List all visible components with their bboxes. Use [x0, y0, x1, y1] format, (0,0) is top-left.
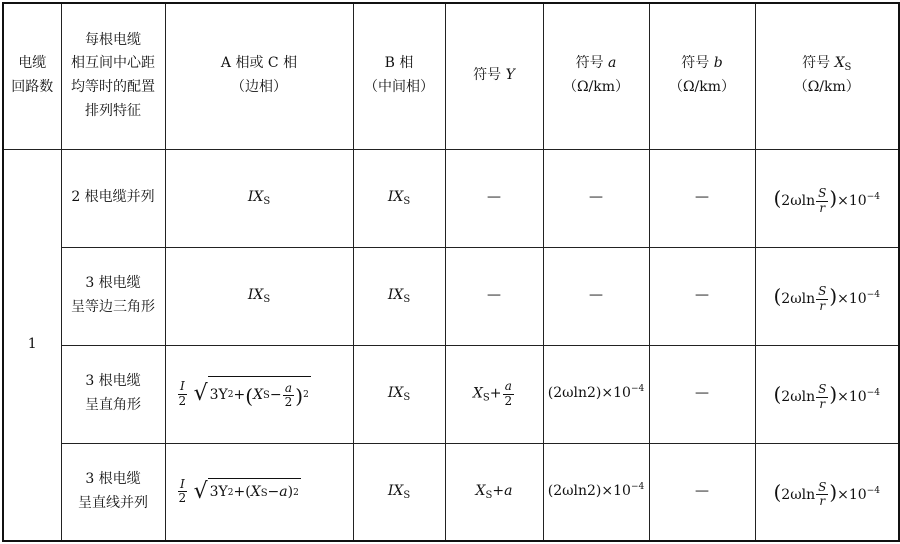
arrangement-cell: 2 根电缆并列	[61, 149, 165, 247]
arrangement-cell: 3 根电缆 呈等边三角形	[61, 247, 165, 345]
symbol-a-cell: —	[543, 149, 649, 247]
phase-ac-sub: S	[263, 294, 271, 305]
header-phase-ac: A 相或 C 相 （边相）	[165, 3, 353, 149]
y-xs-var: X	[472, 386, 483, 402]
header-symbol-a	[543, 3, 649, 149]
symbol-y-cell: —	[445, 149, 543, 247]
y-plus: +	[489, 386, 502, 402]
s-over-r-fraction	[816, 383, 828, 410]
frac-numerator: S	[818, 382, 827, 397]
xs-sub: S	[263, 390, 270, 401]
header-symbol-xs-sub: S	[844, 62, 852, 74]
header-symbol-y-label: 符号	[473, 67, 506, 84]
symbol-b-cell: —	[649, 345, 755, 443]
phase-b-sub: S	[403, 294, 411, 305]
phase-b-value: IX	[387, 287, 404, 303]
radicand	[208, 376, 311, 413]
phase-ac-value: IX	[247, 287, 264, 303]
frac-denominator: r	[819, 396, 826, 411]
paren-close: )	[829, 186, 838, 210]
arrangement-cell: 3 根电缆 呈直角形	[61, 345, 165, 443]
header-symbol-xs-unit: （Ω/km）	[793, 79, 860, 96]
symbol-y-cell	[445, 345, 543, 443]
three-y: 3Y	[209, 386, 228, 403]
phase-b-cell	[353, 247, 445, 345]
symbol-a-cell: —	[543, 247, 649, 345]
a-over-2-fraction	[502, 380, 514, 407]
frac-denominator: r	[819, 298, 826, 313]
phase-b-value: IX	[387, 482, 404, 499]
paren-close: )	[295, 383, 304, 408]
radical-sign: √	[193, 381, 208, 406]
symbol-b-cell: —	[649, 443, 755, 541]
header-symbol-xs-var: X	[834, 55, 845, 72]
arrangement-cell: 3 根电缆 呈直线并列	[61, 443, 165, 541]
header-symbol-xs-label: 符号	[802, 55, 835, 72]
xs-prefix: 2ωln	[781, 389, 816, 405]
s-over-r-fraction	[816, 187, 828, 214]
radical-sign: √	[193, 478, 208, 504]
header-symbol-b	[649, 3, 755, 149]
plus-sign: +	[233, 386, 246, 403]
exponent: −4	[866, 192, 880, 202]
paren-close: )	[829, 382, 838, 406]
header-symbol-a-var: a	[608, 55, 617, 72]
xs-prefix: 2ωln	[781, 291, 816, 307]
frac-denominator: r	[819, 200, 826, 215]
exponent: −4	[866, 388, 880, 398]
y-xs-sub: S	[485, 489, 493, 501]
frac-numerator: a	[284, 380, 293, 395]
phase-b-sub: S	[403, 489, 411, 501]
header-symbol-a-unit: （Ω/km）	[562, 79, 630, 96]
symbol-a-value: (2ωln2)×10	[547, 385, 631, 402]
i-over-2-fraction	[177, 478, 189, 505]
phase-ac-value: IX	[247, 189, 264, 205]
header-symbol-y	[445, 3, 543, 149]
phase-ac-cell	[165, 247, 353, 345]
three-y: 3Y	[209, 484, 228, 501]
frac-denominator: 2	[284, 395, 293, 409]
frac-numerator: I	[179, 379, 185, 394]
minus-sign: −	[267, 484, 280, 501]
table-row	[3, 443, 899, 541]
paren-open: (	[773, 284, 782, 308]
symbol-b-cell: —	[649, 247, 755, 345]
symbol-xs-cell	[755, 443, 899, 541]
header-symbol-b-var: b	[713, 55, 723, 72]
y-xs-sub: S	[482, 393, 490, 404]
s-over-r-fraction	[816, 481, 828, 508]
frac-numerator: S	[818, 186, 827, 201]
a-var: a	[279, 484, 288, 501]
header-symbol-xs	[755, 3, 899, 149]
paren-open: (	[245, 484, 251, 501]
phase-ac-formula-cell	[165, 443, 353, 541]
xs-prefix: 2ωln	[781, 193, 816, 209]
phase-b-cell	[353, 443, 445, 541]
paren-close: )	[829, 479, 838, 504]
times-ten: ×10	[837, 389, 867, 405]
header-phase-b: B 相 （中间相）	[353, 3, 445, 149]
symbol-xs-cell	[755, 345, 899, 443]
frac-numerator: a	[504, 379, 512, 394]
symbol-b-cell: —	[649, 149, 755, 247]
paren-close: )	[829, 284, 838, 308]
phase-b-cell	[353, 345, 445, 443]
radicand	[208, 478, 301, 505]
minus-sign: −	[269, 386, 282, 403]
sqrt-expression	[194, 376, 311, 413]
frac-numerator: I	[179, 477, 185, 492]
table-row	[3, 345, 899, 443]
table-row	[3, 149, 899, 247]
symbol-y-cell: —	[445, 247, 543, 345]
header-symbol-y-var: Y	[505, 67, 515, 84]
frac-denominator: r	[819, 494, 826, 509]
xs-prefix: 2ωln	[781, 486, 816, 503]
xs-var: X	[253, 386, 264, 403]
symbol-a-cell	[543, 443, 649, 541]
paren-close: )	[287, 484, 294, 501]
frac-numerator: S	[818, 480, 827, 495]
paren-open: (	[773, 382, 782, 406]
paren-open: (	[773, 186, 782, 210]
frac-numerator: S	[818, 284, 827, 299]
header-row	[3, 3, 899, 149]
circuit-count: 1	[3, 149, 61, 541]
s-over-r-fraction	[816, 285, 828, 312]
y-xs-var: X	[475, 482, 486, 499]
a-over-2-fraction	[283, 382, 295, 409]
phase-b-cell	[353, 149, 445, 247]
y-plus: +	[492, 482, 505, 499]
plus-sign: +	[233, 484, 246, 501]
phase-ac-formula-cell	[165, 345, 353, 443]
paren-open: (	[773, 479, 782, 504]
square-exp: 2	[227, 389, 234, 400]
cable-reactance-table	[2, 2, 900, 542]
square-exp: 2	[293, 487, 299, 498]
header-arrangement: 每根电缆 相互间中心距 均等时的配置 排列特征	[61, 3, 165, 149]
exponent: −4	[866, 485, 880, 496]
times-ten: ×10	[837, 486, 867, 503]
frac-denominator: 2	[178, 491, 187, 506]
header-circuits: 电缆 回路数	[3, 3, 61, 149]
symbol-xs-cell	[755, 247, 899, 345]
phase-b-value: IX	[387, 385, 404, 401]
phase-b-sub: S	[403, 392, 411, 403]
frac-denominator: 2	[178, 393, 187, 408]
phase-b-sub: S	[403, 196, 411, 207]
phase-ac-sub: S	[263, 196, 271, 207]
header-symbol-b-unit: （Ω/km）	[668, 79, 736, 96]
paren-open: (	[245, 383, 254, 408]
y-a-var: a	[504, 482, 513, 499]
symbol-y-cell	[445, 443, 543, 541]
square-exp: 2	[303, 389, 309, 400]
symbol-a-exp: −4	[630, 481, 645, 492]
square-exp: 2	[227, 487, 234, 498]
symbol-a-exp: −4	[630, 384, 645, 395]
phase-ac-cell	[165, 149, 353, 247]
header-symbol-b-label: 符号	[681, 55, 714, 72]
table-wrapper	[2, 2, 900, 542]
symbol-a-value: (2ωln2)×10	[547, 482, 631, 499]
times-ten: ×10	[837, 193, 867, 209]
header-symbol-a-label: 符号	[575, 55, 609, 72]
times-ten: ×10	[837, 291, 867, 307]
i-over-2-fraction	[177, 380, 189, 407]
frac-denominator: 2	[504, 393, 513, 408]
sqrt-expression	[194, 478, 301, 505]
xs-var: X	[250, 484, 261, 501]
xs-sub: S	[260, 487, 268, 499]
phase-b-value: IX	[387, 189, 404, 205]
symbol-xs-cell	[755, 149, 899, 247]
symbol-a-cell	[543, 345, 649, 443]
table-row	[3, 247, 899, 345]
exponent: −4	[866, 290, 880, 300]
